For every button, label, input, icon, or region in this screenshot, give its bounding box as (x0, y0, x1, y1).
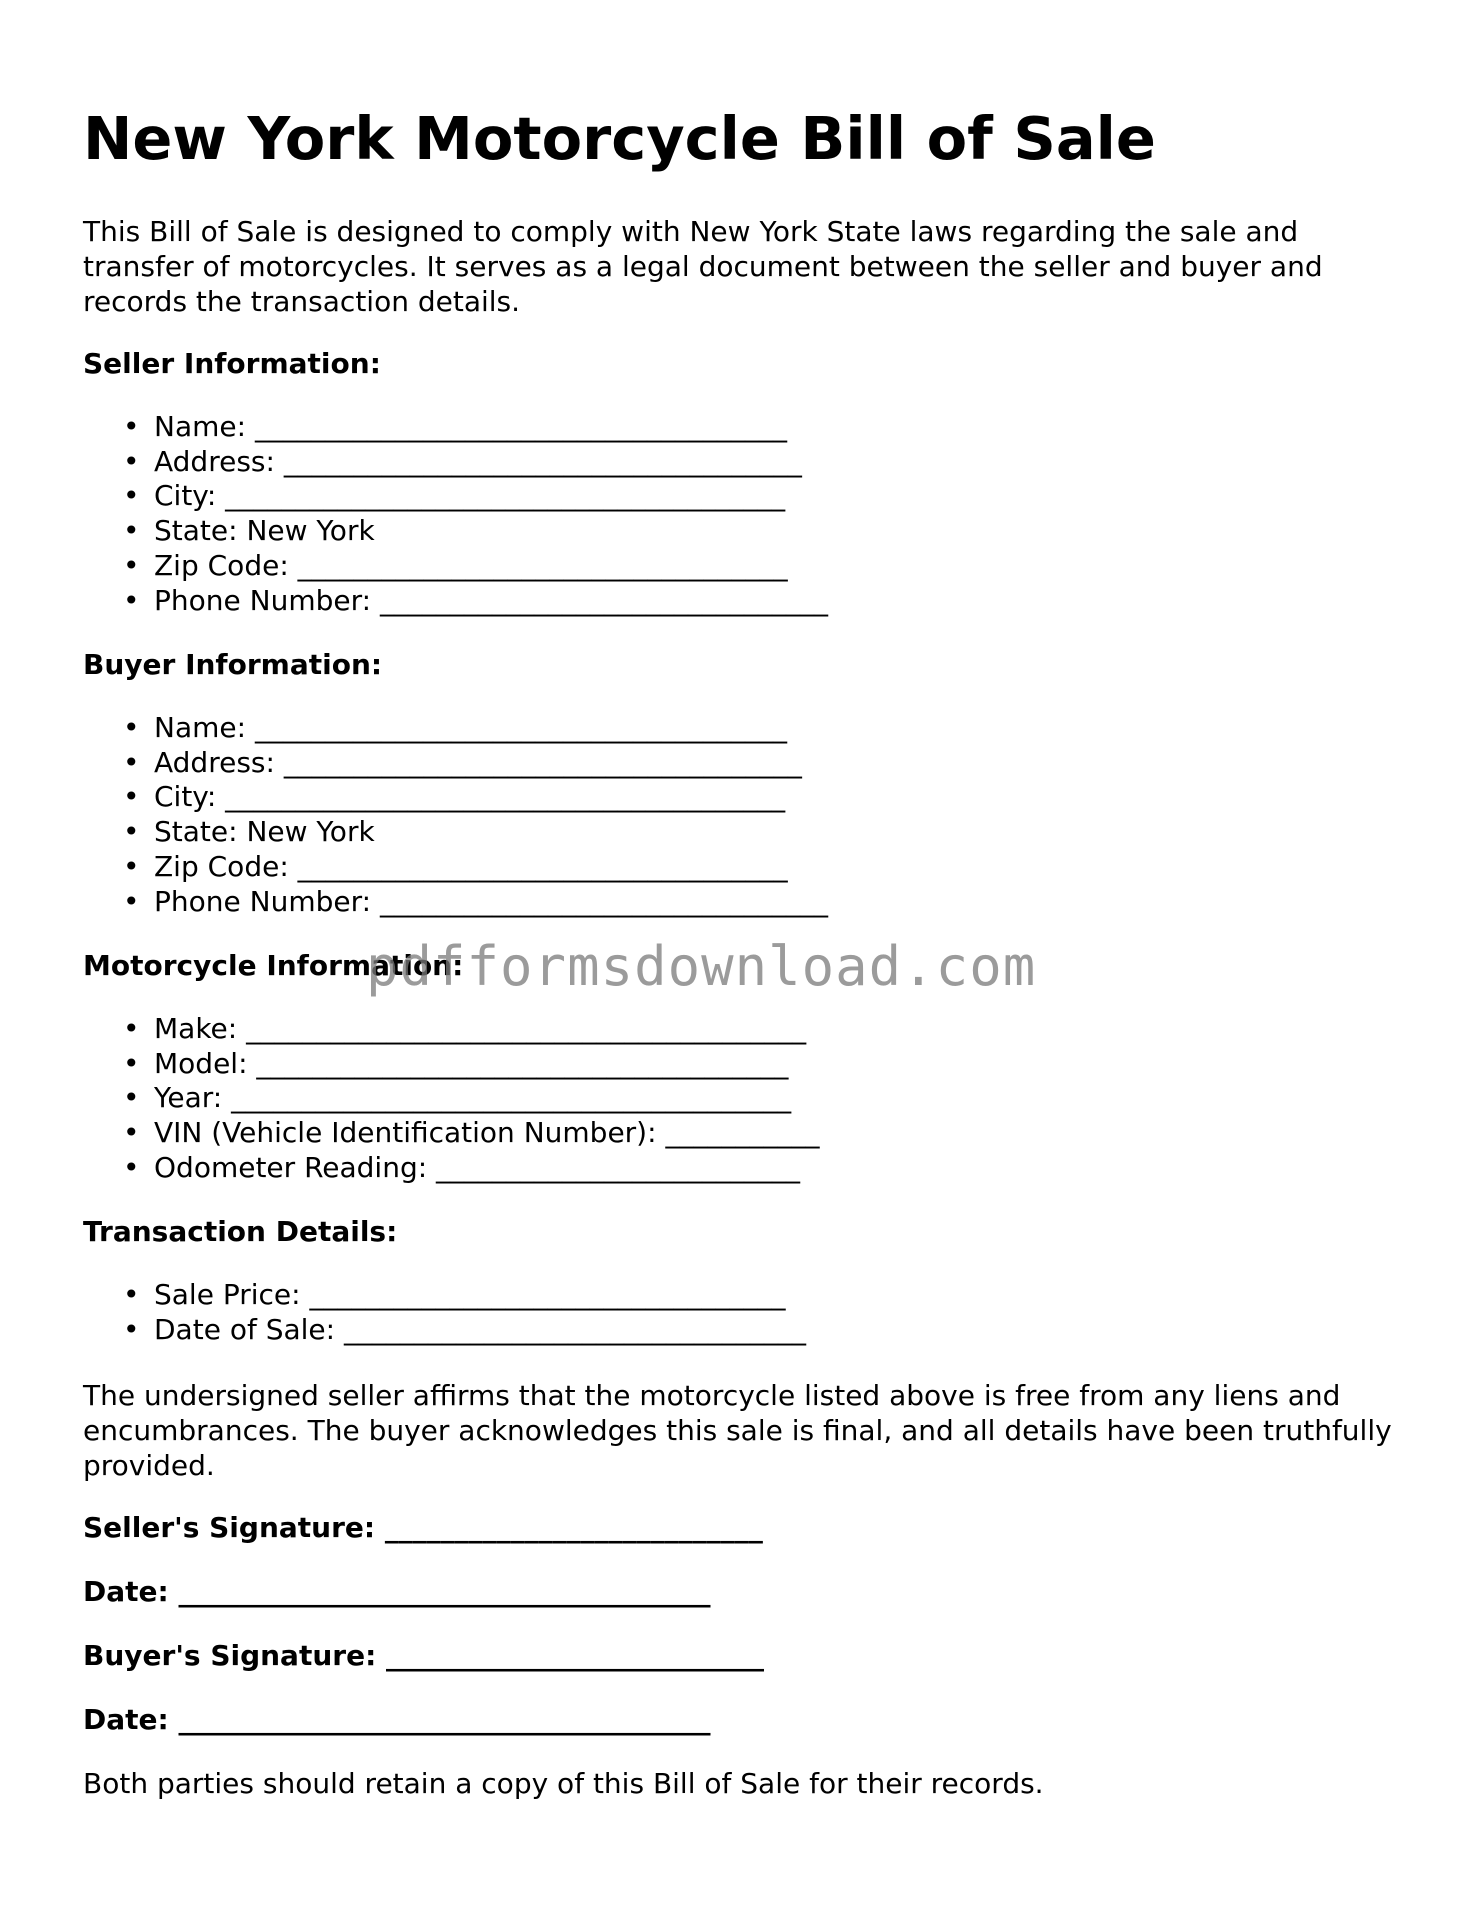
buyer-fields-list (83, 711, 828, 919)
closing-note: Both parties should retain a copy of this Bill of Sale for their records. (83, 1767, 1044, 1800)
buyer-address-field: • Address: _____________________________________ (123, 745, 802, 779)
watermark: pdfformsdownload.com (366, 935, 1037, 998)
intro-paragraph: This Bill of Sale is designed to comply with New York State laws regarding the sale and transfer of motorcycles. It serves as a legal document between the seller and buyer and records the transaction details. (83, 215, 1323, 318)
seller-signature-line: Seller's Signature: ___________________________ (83, 1511, 763, 1544)
seller-date-line: Date: ______________________________________ (83, 1575, 711, 1608)
motorcycle-vin-field: • VIN (Vehicle Identification Number): ___________ (123, 1116, 820, 1150)
date-of-sale-field: • Date of Sale: _________________________________ (123, 1312, 806, 1346)
motorcycle-year-field: • Year: ________________________________________ (123, 1081, 792, 1115)
motorcycle-section-heading: Motorcycle Information: (83, 949, 464, 982)
seller-fields-list (83, 410, 828, 618)
motorcycle-model-field: • Model: ______________________________________ (123, 1046, 789, 1080)
seller-address-field: • Address: _____________________________________ (123, 444, 802, 478)
buyer-date-line: Date: ______________________________________ (83, 1703, 711, 1736)
buyer-section-heading: Buyer Information: (83, 648, 383, 681)
seller-name-field: • Name: ______________________________________ (123, 410, 787, 443)
motorcycle-make-field: • Make: ________________________________________ (123, 1012, 807, 1045)
motorcycle-fields-list (83, 1012, 819, 1186)
affirmation-paragraph: The undersigned seller affirms that the motorcycle listed above is free from any liens and encumbrances. The buyer acknowledges this sale is final, and all details have been truthfully provided. (83, 1379, 1392, 1482)
seller-city-field: • City: ________________________________________ (123, 479, 786, 513)
transaction-section-heading: Transaction Details: (83, 1215, 398, 1248)
transaction-fields-list (83, 1278, 806, 1347)
seller-state-field: • State: New York (123, 514, 375, 548)
seller-section-heading: Seller Information: (83, 347, 381, 380)
buyer-zip-field: • Zip Code: ___________________________________ (123, 849, 788, 883)
page-title: New York Motorcycle Bill of Sale (83, 104, 1156, 173)
seller-zip-field: • Zip Code: ___________________________________ (123, 548, 788, 582)
buyer-name-field: • Name: ______________________________________ (123, 711, 787, 744)
buyer-signature-line: Buyer's Signature: ___________________________ (83, 1639, 765, 1672)
sale-price-field: • Sale Price: __________________________________ (123, 1278, 786, 1311)
motorcycle-odometer-field: • Odometer Reading: __________________________ (123, 1150, 801, 1184)
buyer-phone-field: • Phone Number: ________________________________ (123, 884, 828, 918)
buyer-city-field: • City: ________________________________________ (123, 780, 786, 814)
buyer-state-field: • State: New York (123, 815, 375, 849)
seller-phone-field: • Phone Number: ________________________________ (123, 583, 828, 617)
